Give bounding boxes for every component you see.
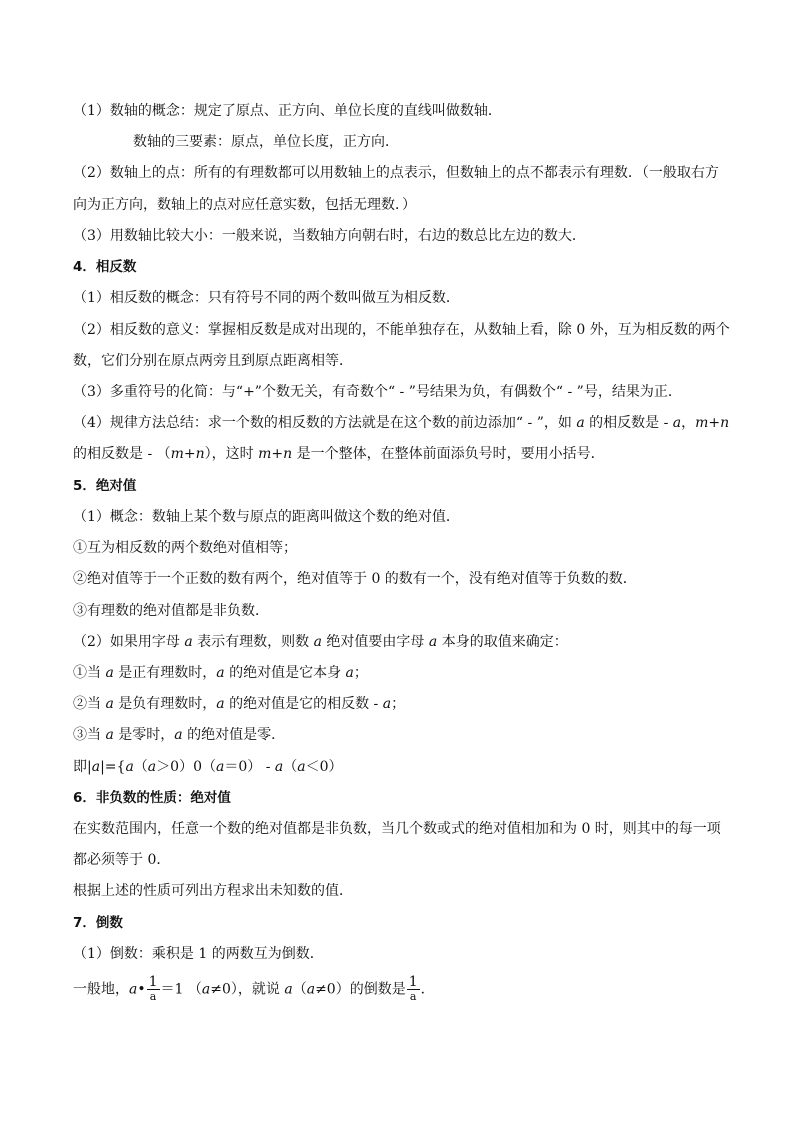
opposite-meaning-1: （2）相反数的意义：掌握相反数是成对出现的，不能单独存在，从数轴上看，除 0 外，互为相反数的两个 — [73, 322, 730, 338]
absolute-case-zero: ③当 a 是零时，a 的绝对值是零． — [73, 727, 286, 743]
reciprocal-definition: （1）倒数：乘积是 1 的两数互为倒数． — [73, 946, 324, 962]
absolute-letter-rule: （2）如果用字母 a 表示有理数，则数 a 绝对值要由字母 a 本身的取值来确定： — [73, 634, 568, 650]
number-line-concept: （1）数轴的概念：规定了原点、正方向、单位长度的直线叫做数轴． — [73, 103, 502, 119]
absolute-point-1: ①互为相反数的两个数绝对值相等； — [73, 540, 297, 556]
absolute-formula: 即|a|={a（a＞0）0（a＝0） - a（a＜0） — [73, 759, 343, 775]
section-4-heading: 4．相反数 — [73, 259, 137, 275]
number-line-elements: 数轴的三要素：原点，单位长度，正方向． — [133, 134, 399, 150]
nonnegative-property-2: 都必须等于 0． — [73, 852, 171, 868]
absolute-case-negative: ②当 a 是负有理数时，a 的绝对值是它的相反数 - a； — [73, 696, 406, 712]
section-7-heading: 7．倒数 — [73, 915, 123, 931]
opposite-concept: （1）相反数的概念：只有符号不同的两个数叫做互为相反数． — [73, 290, 460, 306]
number-line-compare: （3）用数轴比较大小：一般来说，当数轴方向朝右时，右边的数总比左边的数大． — [73, 228, 586, 244]
method-summary-1: （4）规律方法总结：求一个数的相反数的方法就是在这个数的前边添加“ - ”，如 a 的相反数是 - a，m+n — [73, 415, 730, 431]
multi-sign-rule: （3）多重符号的化简：与“+”个数无关，有奇数个“ - ”号结果为负，有偶数个“ - ”号，结果为正． — [73, 384, 682, 400]
section-5-heading: 5．绝对值 — [73, 478, 137, 494]
absolute-point-3: ③有理数的绝对值都是非负数． — [73, 603, 269, 619]
opposite-meaning-2: 数，它们分别在原点两旁且到原点距离相等． — [73, 353, 353, 369]
nonnegative-application: 根据上述的性质可列出方程求出未知数的值． — [73, 883, 353, 899]
absolute-point-2: ②绝对值等于一个正数的数有两个，绝对值等于 0 的数有一个，没有绝对值等于负数的数． — [73, 571, 637, 587]
number-line-points-1: （2）数轴上的点：所有的有理数都可以用数轴上的点表示，但数轴上的点不都表示有理数．（一般取右方 — [73, 165, 719, 181]
number-line-points-2: 向为正方向，数轴上的点对应任意实数，包括无理数．） — [73, 197, 416, 213]
method-summary-2: 的相反数是 - （m+n），这时 m+n 是一个整体，在整体前面添负号时，要用小括号． — [73, 446, 605, 462]
absolute-concept: （1）概念：数轴上某个数与原点的距离叫做这个数的绝对值． — [73, 509, 460, 525]
section-6-heading: 6．非负数的性质：绝对值 — [73, 790, 231, 806]
fraction-reciprocal-result: $\frac{1}{a}$ — [408, 974, 418, 1003]
absolute-case-positive: ①当 a 是正有理数时，a 的绝对值是它本身 a； — [73, 665, 368, 681]
fraction-one-over-a: $\frac{1}{a}$ — [148, 974, 158, 1003]
nonnegative-property-1: 在实数范围内，任意一个数的绝对值都是非负数，当几个数或式的绝对值相加和为 0 时，则其中的每一项 — [73, 821, 721, 837]
reciprocal-general: 一般地，a• $\frac{1}{a}$ ＝1 （a≠0），就说 a（a≠0）的倒数是 $\frac{1}{a}$ ． — [73, 974, 435, 1003]
